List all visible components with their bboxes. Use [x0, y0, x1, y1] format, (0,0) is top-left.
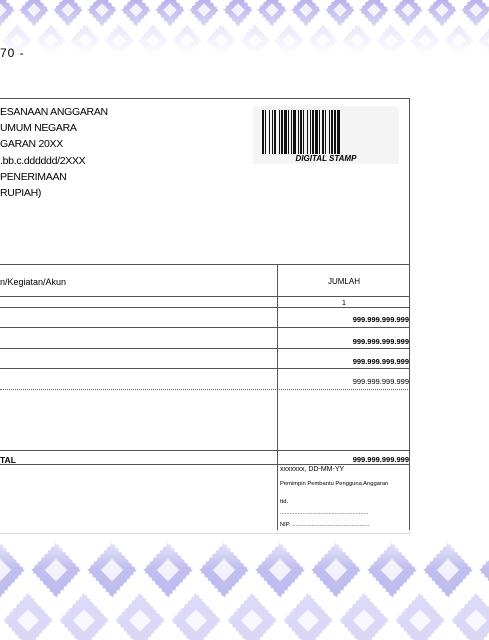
heading-line: RUPIAH) [0, 187, 42, 200]
digital-stamp [253, 106, 399, 164]
heading-line: PENERIMAAN [0, 170, 67, 183]
signature-nip: NIP. ................................................ [280, 522, 370, 528]
table-rule [0, 327, 410, 328]
table-top-rule [0, 264, 410, 265]
signature-title: Pemimpin Pembantu Pengguna Anggaran [280, 481, 389, 487]
signature-name-line: ....................................................... [280, 510, 369, 516]
signature-place-date: xxxxxxx, DD-MM-YY [280, 466, 345, 473]
table-rule [0, 348, 410, 349]
amount-value: 999.999.999.999 [352, 315, 409, 324]
table-rule [0, 450, 410, 451]
table-rule [0, 368, 410, 369]
amount-value: 999.999.999.999 [352, 337, 409, 346]
column-header-account: n/Kegiatan/Akun [0, 277, 67, 287]
heading-line: GARAN 20XX [0, 138, 63, 151]
heading-line: ESANAAN ANGGARAN [0, 106, 108, 118]
heading-line: UMUM NEGARA [0, 122, 77, 135]
column-header-amount: JUMLAH [327, 277, 360, 286]
barcode-icon [262, 110, 390, 154]
table-rule [0, 464, 410, 465]
signature-ttd: ttd. [280, 499, 289, 505]
total-value: 999.999.999.999 [352, 455, 409, 464]
document-heading [0, 104, 108, 201]
heading-line: .bb.c.dddddd/2XXX [0, 154, 86, 167]
page-number: 70 - [0, 46, 25, 60]
table-dotted-rule [0, 389, 410, 390]
decorative-header-band [0, 0, 489, 52]
amount-value: 999.999.999.999 [352, 357, 409, 366]
digital-stamp-label: DIGITAL STAMP [295, 154, 357, 163]
table-rule [0, 307, 410, 308]
table-rule [0, 296, 410, 297]
amount-value: 999.999.999.999 [352, 377, 409, 386]
total-label: TAL [0, 455, 16, 465]
decorative-footer-band [0, 530, 489, 640]
column-index: 1 [341, 298, 347, 307]
